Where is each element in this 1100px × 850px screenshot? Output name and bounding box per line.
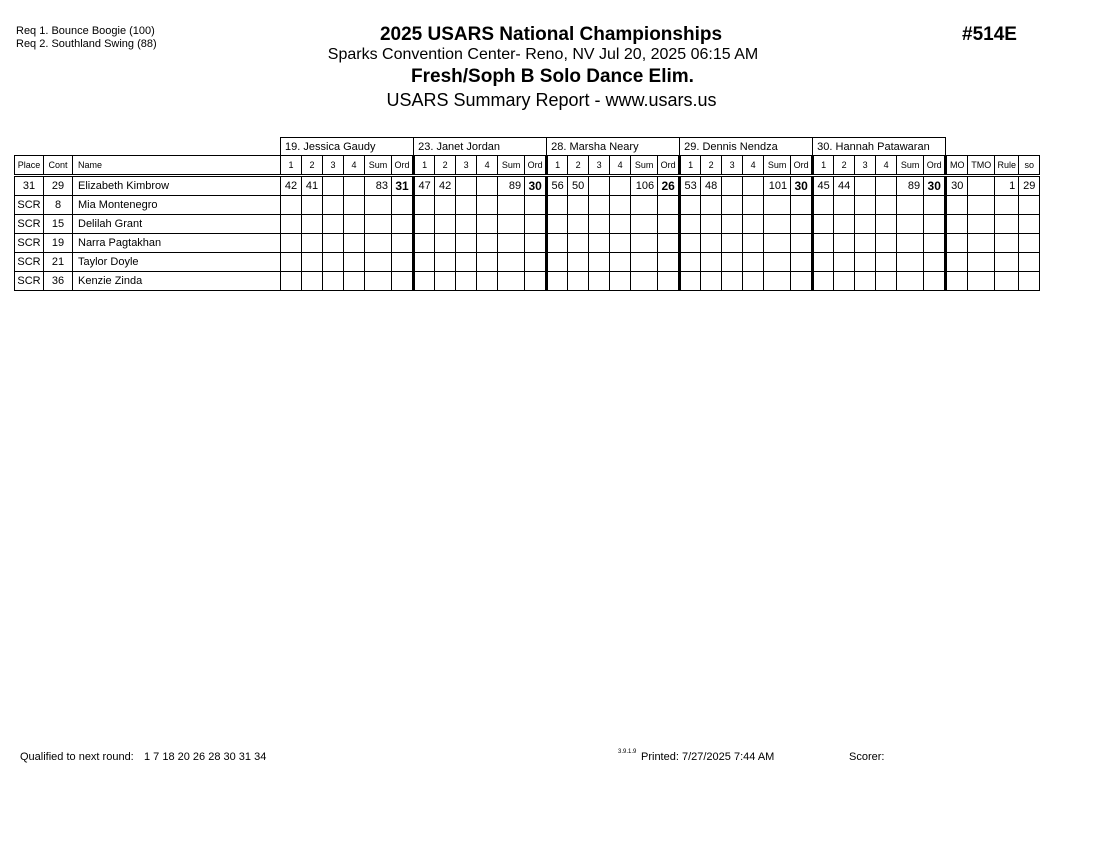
score-cell (414, 215, 435, 234)
sum-cell (631, 253, 658, 272)
skater-name-cell: Delilah Grant (73, 215, 281, 234)
sum-cell (764, 272, 791, 291)
tally-cell (968, 253, 995, 272)
judge-name: 28. Marsha Neary (547, 138, 680, 156)
tally-cell (968, 234, 995, 253)
col-header-ord: Ord (658, 156, 680, 176)
score-cell (302, 253, 323, 272)
col-header-3: 3 (456, 156, 477, 176)
score-cell (701, 234, 722, 253)
score-cell: 48 (701, 176, 722, 196)
place-cell: SCR (15, 196, 44, 215)
score-cell (456, 253, 477, 272)
tally-cell (946, 196, 968, 215)
sum-cell (498, 272, 525, 291)
sum-cell (498, 215, 525, 234)
ordinal-cell: 30 (525, 176, 547, 196)
score-cell (834, 234, 855, 253)
results-table (14, 137, 1040, 291)
col-header-mo: MO (946, 156, 968, 176)
sum-cell (764, 234, 791, 253)
score-cell (701, 272, 722, 291)
sum-cell (897, 234, 924, 253)
col-header-2: 2 (302, 156, 323, 176)
score-cell (435, 196, 456, 215)
tally-cell: 1 (995, 176, 1019, 196)
ordinal-cell (392, 196, 414, 215)
tally-cell (1019, 272, 1040, 291)
sum-cell (631, 272, 658, 291)
score-cell (414, 272, 435, 291)
col-header-2: 2 (701, 156, 722, 176)
score-cell (610, 272, 631, 291)
col-header-1: 1 (281, 156, 302, 176)
column-header-row (15, 156, 1040, 176)
skater-name-cell: Kenzie Zinda (73, 272, 281, 291)
col-header-1: 1 (414, 156, 435, 176)
score-cell (743, 234, 764, 253)
report-title: USARS Summary Report - www.usars.us (386, 90, 717, 110)
score-cell (547, 272, 568, 291)
score-cell (547, 215, 568, 234)
tally-cell (946, 253, 968, 272)
score-cell (589, 234, 610, 253)
score-cell (855, 253, 876, 272)
score-cell (834, 215, 855, 234)
ordinal-cell (791, 253, 813, 272)
col-header-sum: Sum (365, 156, 392, 176)
sum-cell (764, 196, 791, 215)
score-cell (722, 176, 743, 196)
score-cell (876, 272, 897, 291)
tally-cell: 30 (946, 176, 968, 196)
tally-cell (1019, 253, 1040, 272)
competition-title: 2025 USARS National Championships (379, 24, 723, 45)
score-cell (834, 272, 855, 291)
score-cell (834, 196, 855, 215)
score-cell (281, 215, 302, 234)
score-cell: 42 (435, 176, 456, 196)
qualified-label: Qualified to next round: (20, 751, 134, 763)
score-cell (323, 234, 344, 253)
col-header-sum: Sum (631, 156, 658, 176)
score-cell (813, 272, 834, 291)
event-number: #514E (962, 24, 1017, 45)
tally-cell (968, 196, 995, 215)
score-cell (477, 234, 498, 253)
ordinal-cell (924, 253, 946, 272)
score-cell (323, 253, 344, 272)
score-cell: 56 (547, 176, 568, 196)
sum-cell: 101 (764, 176, 791, 196)
score-cell (456, 215, 477, 234)
score-cell (344, 234, 365, 253)
tally-cell (968, 176, 995, 196)
score-cell (302, 272, 323, 291)
score-cell: 41 (302, 176, 323, 196)
score-cell (834, 253, 855, 272)
tally-cell (1019, 196, 1040, 215)
col-header-4: 4 (743, 156, 764, 176)
score-cell (855, 176, 876, 196)
table-row (15, 234, 1040, 253)
score-cell (281, 234, 302, 253)
score-cell (344, 253, 365, 272)
request-1: Req 1. Bounce Boogie (100) (16, 25, 155, 37)
judge-name: 30. Hannah Patawaran (813, 138, 946, 156)
tally-cell (946, 215, 968, 234)
ordinal-cell (392, 215, 414, 234)
score-cell (589, 272, 610, 291)
request-2: Req 2. Southland Swing (88) (16, 38, 157, 50)
tally-cell (995, 272, 1019, 291)
sum-cell (897, 272, 924, 291)
sum-cell (631, 234, 658, 253)
ordinal-cell (924, 215, 946, 234)
score-cell (477, 176, 498, 196)
judge-name: 29. Dennis Nendza (680, 138, 813, 156)
qualified-list: 1 7 18 20 26 28 30 31 34 (144, 751, 267, 763)
score-cell (722, 272, 743, 291)
score-cell (610, 215, 631, 234)
ordinal-cell (658, 272, 680, 291)
score-cell (589, 215, 610, 234)
score-cell (813, 215, 834, 234)
ordinal-cell: 31 (392, 176, 414, 196)
score-cell (302, 234, 323, 253)
col-header-3: 3 (855, 156, 876, 176)
place-cell: SCR (15, 215, 44, 234)
ordinal-cell (791, 215, 813, 234)
ordinal-cell (392, 234, 414, 253)
score-cell (568, 253, 589, 272)
sum-cell: 89 (897, 176, 924, 196)
score-cell (743, 196, 764, 215)
score-cell (722, 234, 743, 253)
score-cell (568, 215, 589, 234)
col-header-4: 4 (344, 156, 365, 176)
sum-cell (365, 215, 392, 234)
judge-name: 23. Janet Jordan (414, 138, 547, 156)
col-header-1: 1 (680, 156, 701, 176)
score-cell (876, 176, 897, 196)
col-header-1: 1 (547, 156, 568, 176)
score-cell (680, 196, 701, 215)
col-header-ord: Ord (791, 156, 813, 176)
col-header-sum: Sum (498, 156, 525, 176)
sum-cell: 106 (631, 176, 658, 196)
score-cell (568, 272, 589, 291)
score-cell (323, 196, 344, 215)
score-cell (855, 196, 876, 215)
score-cell (743, 272, 764, 291)
sum-cell (365, 272, 392, 291)
score-cell (568, 196, 589, 215)
score-cell (456, 196, 477, 215)
score-cell: 42 (281, 176, 302, 196)
ordinal-cell (525, 253, 547, 272)
table-row (15, 196, 1040, 215)
score-cell (281, 253, 302, 272)
score-cell (323, 272, 344, 291)
score-cell: 50 (568, 176, 589, 196)
score-cell (414, 196, 435, 215)
table-row (15, 272, 1040, 291)
skater-name-cell: Narra Pagtakhan (73, 234, 281, 253)
score-cell (813, 253, 834, 272)
tally-cell (1019, 215, 1040, 234)
ordinal-cell (924, 196, 946, 215)
score-cell (477, 272, 498, 291)
col-header-rule: Rule (995, 156, 1019, 176)
tally-cell (946, 272, 968, 291)
sum-cell (764, 215, 791, 234)
score-cell (344, 215, 365, 234)
tally-cell (995, 253, 1019, 272)
score-cell (477, 196, 498, 215)
scorer-label: Scorer: (849, 751, 885, 763)
score-cell (344, 272, 365, 291)
score-cell: 47 (414, 176, 435, 196)
col-header-ord: Ord (392, 156, 414, 176)
ordinal-cell (658, 196, 680, 215)
score-cell (876, 215, 897, 234)
score-cell (680, 215, 701, 234)
sum-cell (365, 253, 392, 272)
ordinal-cell: 26 (658, 176, 680, 196)
score-cell (855, 234, 876, 253)
col-header-2: 2 (435, 156, 456, 176)
score-cell (435, 215, 456, 234)
col-header-1: 1 (813, 156, 834, 176)
score-cell (477, 215, 498, 234)
score-cell (813, 196, 834, 215)
score-cell (701, 253, 722, 272)
score-cell (589, 253, 610, 272)
sum-cell: 83 (365, 176, 392, 196)
ordinal-cell (392, 272, 414, 291)
tally-cell: 29 (1019, 176, 1040, 196)
location-date: Sparks Convention Center- Reno, NV Jul 20, 2025 06:15 AM (327, 46, 759, 63)
score-cell (722, 196, 743, 215)
score-cell (414, 234, 435, 253)
col-header-name: Name (73, 156, 281, 176)
score-cell (302, 215, 323, 234)
score-cell (680, 253, 701, 272)
ordinal-cell (525, 234, 547, 253)
col-header-4: 4 (610, 156, 631, 176)
col-header-2: 2 (568, 156, 589, 176)
sum-cell (631, 215, 658, 234)
ordinal-cell (392, 253, 414, 272)
score-cell (281, 272, 302, 291)
sum-cell (631, 196, 658, 215)
score-cell (344, 176, 365, 196)
col-header-3: 3 (323, 156, 344, 176)
col-header-sum: Sum (764, 156, 791, 176)
score-cell (477, 253, 498, 272)
col-header-place: Place (15, 156, 44, 176)
score-cell (610, 253, 631, 272)
col-header-ord: Ord (924, 156, 946, 176)
score-cell (722, 253, 743, 272)
ordinal-cell (924, 272, 946, 291)
score-cell (610, 196, 631, 215)
score-cell (855, 272, 876, 291)
skater-name-cell: Mia Montenegro (73, 196, 281, 215)
judge-name: 19. Jessica Gaudy (281, 138, 414, 156)
table-row (15, 253, 1040, 272)
score-cell (855, 215, 876, 234)
judge-header-spacer (15, 138, 281, 156)
sum-cell (498, 234, 525, 253)
col-header-3: 3 (722, 156, 743, 176)
printed-timestamp: Printed: 7/27/2025 7:44 AM (641, 751, 775, 763)
score-cell (743, 215, 764, 234)
tally-cell (968, 215, 995, 234)
sum-cell (498, 196, 525, 215)
event-name: Fresh/Soph B Solo Dance Elim. (411, 66, 694, 87)
judge-header-spacer (946, 138, 1040, 156)
score-cell (589, 176, 610, 196)
ordinal-cell: 30 (924, 176, 946, 196)
sum-cell (365, 196, 392, 215)
ordinal-cell (658, 234, 680, 253)
contestant-number-cell: 36 (44, 272, 73, 291)
score-cell (589, 196, 610, 215)
sum-cell (764, 253, 791, 272)
col-header-3: 3 (589, 156, 610, 176)
sum-cell (498, 253, 525, 272)
ordinal-cell: 30 (791, 176, 813, 196)
score-cell (743, 176, 764, 196)
sum-cell (897, 215, 924, 234)
score-cell: 45 (813, 176, 834, 196)
ordinal-cell (924, 234, 946, 253)
score-cell (547, 196, 568, 215)
score-cell (414, 253, 435, 272)
table-row (15, 215, 1040, 234)
score-cell: 44 (834, 176, 855, 196)
contestant-number-cell: 15 (44, 215, 73, 234)
place-cell: SCR (15, 253, 44, 272)
place-cell: 31 (15, 176, 44, 196)
score-cell (435, 272, 456, 291)
col-header-2: 2 (834, 156, 855, 176)
score-cell (876, 196, 897, 215)
score-cell (456, 272, 477, 291)
skater-name-cell: Taylor Doyle (73, 253, 281, 272)
col-header-ord: Ord (525, 156, 547, 176)
score-cell (456, 176, 477, 196)
score-cell: 53 (680, 176, 701, 196)
col-header-4: 4 (876, 156, 897, 176)
col-header-so: so (1019, 156, 1040, 176)
ordinal-cell (658, 253, 680, 272)
ordinal-cell (791, 234, 813, 253)
score-cell (547, 234, 568, 253)
ordinal-cell (525, 215, 547, 234)
ordinal-cell (658, 215, 680, 234)
contestant-number-cell: 19 (44, 234, 73, 253)
col-header-4: 4 (477, 156, 498, 176)
score-cell (813, 234, 834, 253)
score-cell (323, 215, 344, 234)
contestant-number-cell: 8 (44, 196, 73, 215)
ordinal-cell (791, 272, 813, 291)
ordinal-cell (525, 196, 547, 215)
sum-cell: 89 (498, 176, 525, 196)
sum-cell (365, 234, 392, 253)
table-row (15, 176, 1040, 196)
score-cell (610, 234, 631, 253)
version-code: 3.9.1.9 (618, 749, 637, 755)
sum-cell (897, 196, 924, 215)
col-header-sum: Sum (897, 156, 924, 176)
tally-cell (968, 272, 995, 291)
score-cell (876, 234, 897, 253)
col-header-tmo: TMO (968, 156, 995, 176)
sum-cell (897, 253, 924, 272)
score-cell (722, 215, 743, 234)
score-cell (568, 234, 589, 253)
judge-header-row (15, 138, 1040, 156)
score-cell (547, 253, 568, 272)
tally-cell (995, 234, 1019, 253)
tally-cell (995, 215, 1019, 234)
score-cell (435, 253, 456, 272)
place-cell: SCR (15, 234, 44, 253)
ordinal-cell (791, 196, 813, 215)
ordinal-cell (525, 272, 547, 291)
score-cell (302, 196, 323, 215)
tally-cell (946, 234, 968, 253)
score-cell (876, 253, 897, 272)
score-cell (743, 253, 764, 272)
col-header-cont: Cont (44, 156, 73, 176)
score-cell (701, 215, 722, 234)
tally-cell (1019, 234, 1040, 253)
contestant-number-cell: 29 (44, 176, 73, 196)
score-cell (701, 196, 722, 215)
score-cell (344, 196, 365, 215)
tally-cell (995, 196, 1019, 215)
place-cell: SCR (15, 272, 44, 291)
score-cell (610, 176, 631, 196)
score-cell (456, 234, 477, 253)
contestant-number-cell: 21 (44, 253, 73, 272)
score-cell (680, 234, 701, 253)
score-cell (680, 272, 701, 291)
score-cell (323, 176, 344, 196)
skater-name-cell: Elizabeth Kimbrow (73, 176, 281, 196)
score-cell (435, 234, 456, 253)
score-cell (281, 196, 302, 215)
